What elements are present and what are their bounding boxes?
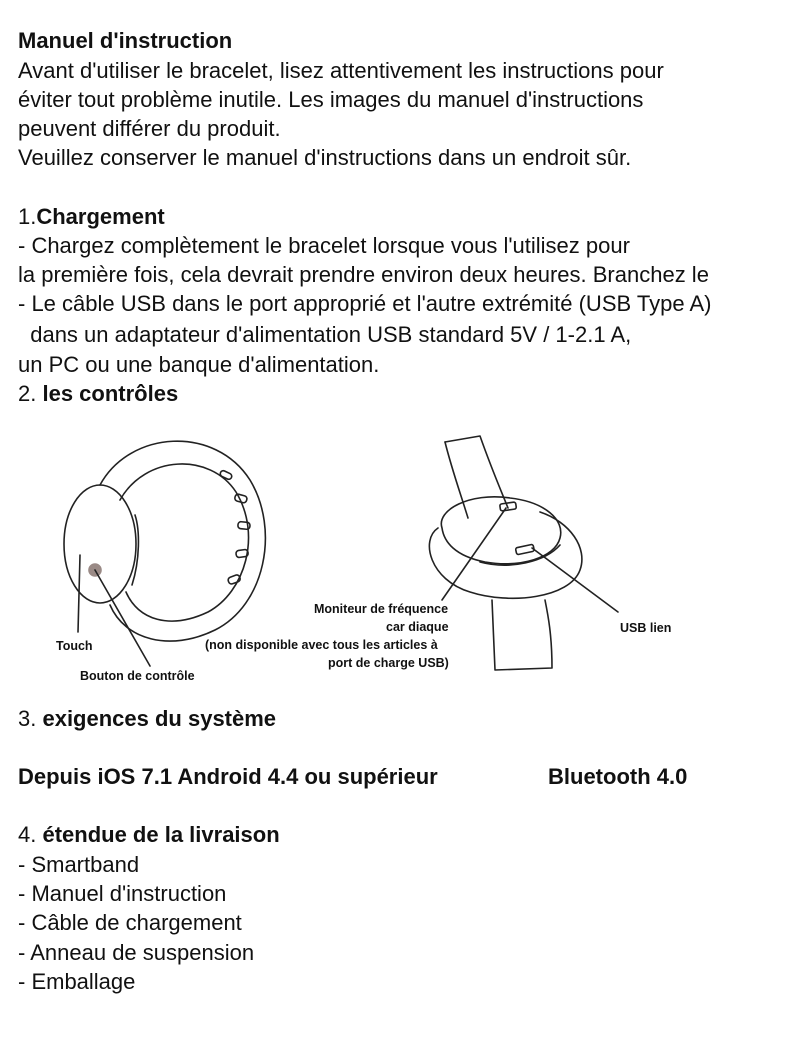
charging-line: un PC ou une banque d'alimentation. <box>18 352 380 377</box>
section-title: étendue de la livraison <box>42 822 280 847</box>
section-number: 2. <box>18 381 43 406</box>
section-charging-heading <box>18 202 165 231</box>
charging-line: dans un adaptateur d'alimentation USB standard 5V / 1-2.1 A, <box>18 322 632 347</box>
touch-label: Touch <box>56 639 93 653</box>
manual-title: Manuel d'instruction <box>18 28 233 53</box>
control-button-label: Bouton de contrôle <box>80 669 195 683</box>
section-title: Chargement <box>36 204 165 229</box>
intro-line: peuvent différer du produit. <box>18 116 281 141</box>
touch-leader <box>78 555 80 632</box>
section-number: 1. <box>18 204 37 229</box>
section-controls-heading <box>18 379 178 408</box>
delivery-item: - Anneau de suspension <box>18 940 255 965</box>
charging-line: - Le câble USB dans le port approprié et l'autre extrémité (USB Type A) <box>18 291 712 316</box>
heart-monitor-note: (non disponible avec tous les articles à <box>205 638 438 652</box>
bluetooth-requirement: Bluetooth 4.0 <box>548 764 688 789</box>
strap-bottom <box>492 600 552 670</box>
section-requirements-heading <box>18 704 276 733</box>
watch-face-top <box>441 497 560 564</box>
controls-figure <box>40 430 780 688</box>
intro-line: Veuillez conserver le manuel d'instructions dans un endroit sûr. <box>18 145 632 170</box>
heart-monitor-note: port de charge USB) <box>328 656 449 670</box>
delivery-item: - Manuel d'instruction <box>18 881 227 906</box>
delivery-item: - Câble de chargement <box>18 910 242 935</box>
bracelet-strap-outer <box>100 441 265 641</box>
charging-line: - Chargez complètement le bracelet lorsque vous l'utilisez pour <box>18 233 630 258</box>
section-number: 4. <box>18 822 43 847</box>
section-title: les contrôles <box>42 381 179 406</box>
intro-line: éviter tout problème inutile. Les images du manuel d'instructions <box>18 87 644 112</box>
section-title: exigences du système <box>42 706 277 731</box>
section-number: 3. <box>18 706 43 731</box>
heart-leader <box>442 508 506 600</box>
section-delivery-heading <box>18 820 280 849</box>
usb-label: USB lien <box>620 621 672 635</box>
usb-port <box>515 544 534 555</box>
button-leader <box>95 570 150 666</box>
delivery-item: - Smartband <box>18 852 140 877</box>
os-requirement: Depuis iOS 7.1 Android 4.4 ou supérieur <box>18 764 438 789</box>
bracelet-strap-inner <box>120 464 249 621</box>
watch-face <box>64 485 136 603</box>
intro-line: Avant d'utiliser le bracelet, lisez attentivement les instructions pour <box>18 58 664 83</box>
heart-monitor-label: car diaque <box>386 620 449 634</box>
heart-monitor-label: Moniteur de fréquence <box>314 602 449 616</box>
charging-line: la première fois, cela devrait prendre environ deux heures. Branchez le <box>18 262 709 287</box>
delivery-item: - Emballage <box>18 969 136 994</box>
